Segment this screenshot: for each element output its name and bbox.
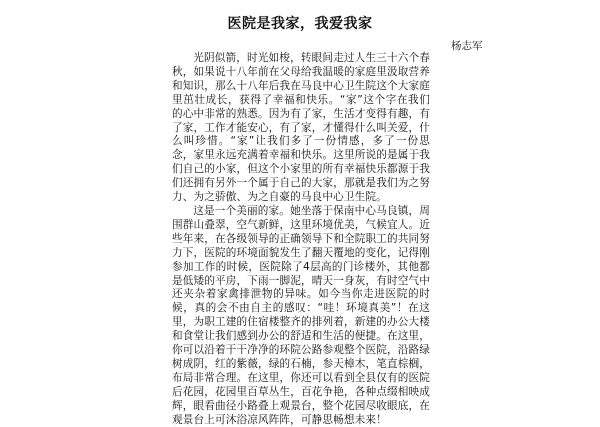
document-body — [172, 52, 430, 427]
paragraph: 光阴似箭，时光如梭，转眼间走过人生三十六个春秋，如果说十八年前在父母给我温暖的家庭里汲取营养和知识，那么十八年后我在马良中心卫生院这个大家庭里茁壮成长，获得了幸福和快乐。“家”这个字在我们的心中非常的熟悉。因为有了家，生活才变得有趣，有了家，工作才能安心，有了家，才懂得什么叫关爱，什么叫珍惜。“家”让我们多了一份情感，多了一份思念，家里永远充满着幸福和快乐。这里所说的是属于我们自己的小家，但这个小家里的所有幸福快乐都源于我们还拥有另外一个属于自己的大家，那就是我们为之努力、为之骄傲、为之自豪的马良中心卫生院。 — [172, 52, 430, 204]
document-title: 医院是我家，我爱我家 — [227, 16, 373, 32]
paragraph: 这是一个美丽的家。她坐落于保南中心马良镇，周围群山叠翠，空气新鲜，这里环境优美，气候宜人。近些年来，在各级领导的正确领导下和全院职工的共同努力下，医院的环境面貌发生了翻天覆地的变化，记得刚参加工作的时候，医院除了4层高的门诊楼外，其他都是低矮的平房，下雨一脚泥，晴天一身灰，有时空气中还夹杂着家禽排泄物的异味。如今当你走进医院的时候，真的会不由自主的感叹：“哇！环境真美”！在这里，为职工建的住宿楼整齐的排列着，新建的办公大楼和食堂让我们感到办公的舒适和生活的便捷。在这里，你可以沿着干干净净的环院公路参观整个医院，沿路绿树成阴，红的紫薇，绿的石楠，参天樟木，笔直棕榈，布局非常合理。在这里，你还可以看到全县仅有的医院后花园，花园里百草丛生，百花争艳，各种点缀相映成辉，眼看曲径小路叠上观景台，整个花园尽收眼底，在观景台上可沐浴凉风阵阵，可静思畅想未来！ — [172, 204, 430, 426]
author-name: 杨志军 — [451, 40, 483, 52]
